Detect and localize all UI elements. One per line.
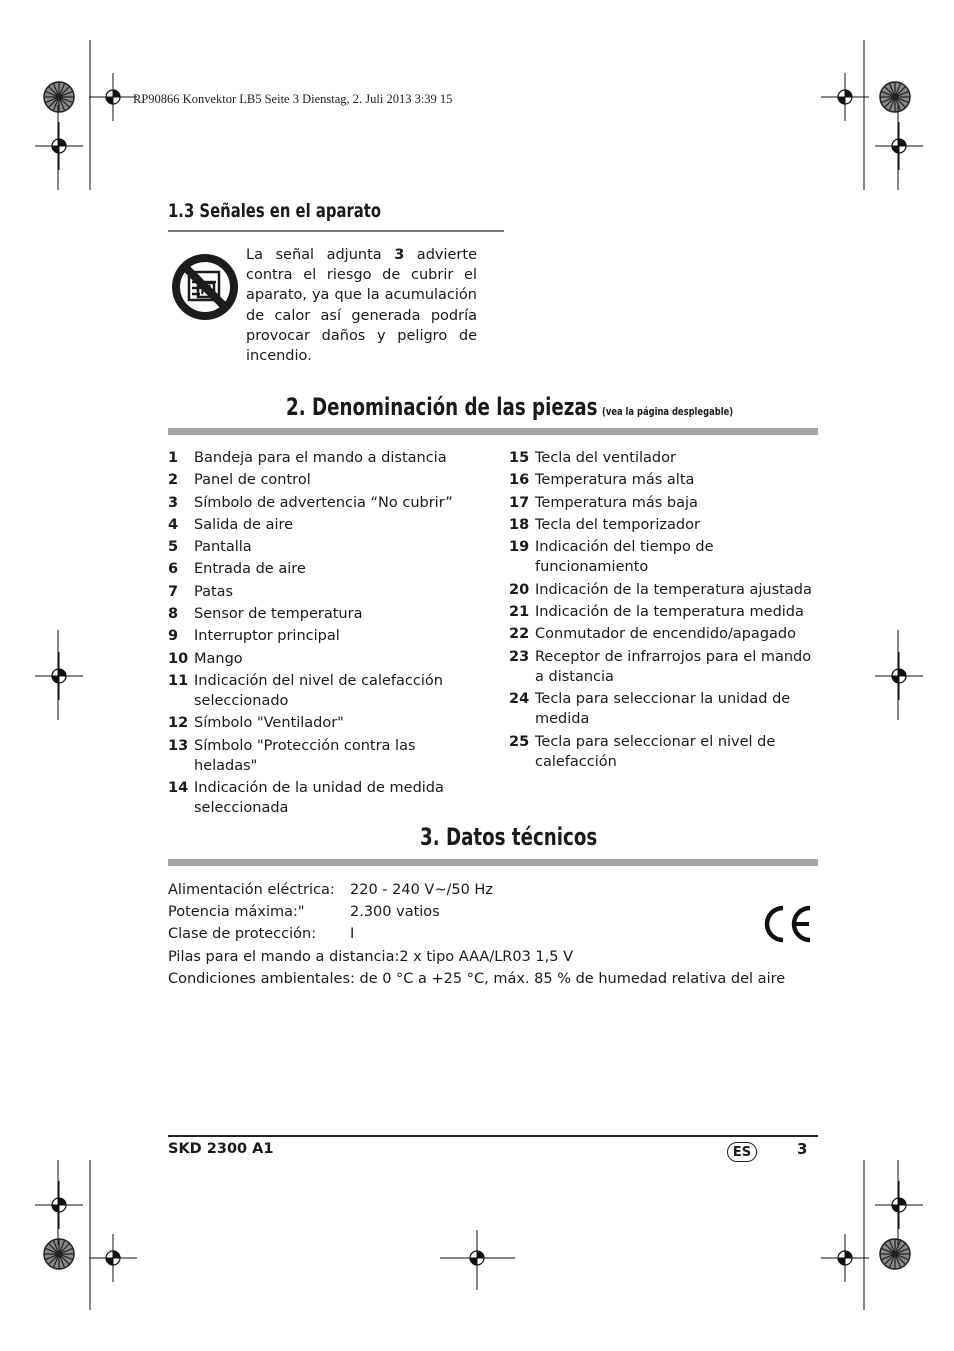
part-label: Salida de aire <box>194 516 294 533</box>
registration-burst-top-left <box>44 82 74 112</box>
part-number: 12 <box>168 715 189 732</box>
part-number: 6 <box>168 561 179 578</box>
part-label: Receptor de infrarrojos para el mando a distancia <box>535 648 812 685</box>
registration-burst-top-right <box>880 82 910 112</box>
spec-label: Clase de protección: <box>168 926 317 943</box>
part-label: Indicación del tiempo de funcionamiento <box>535 539 714 576</box>
section-2-heading: 2. Denominación de las piezas <box>286 393 598 421</box>
part-label: Patas <box>194 583 234 600</box>
part-number: 3 <box>168 494 179 511</box>
part-label: Panel de control <box>194 472 311 489</box>
part-number: 16 <box>509 472 530 489</box>
footer-model: SKD 2300 A1 <box>168 1141 274 1157</box>
page-number: 3 <box>797 1140 808 1158</box>
part-label: Entrada de aire <box>194 561 306 578</box>
part-label: Temperatura más alta <box>535 472 695 489</box>
part-number: 18 <box>509 516 530 533</box>
spec-label: Alimentación eléctrica: <box>168 882 335 898</box>
spec-line: Condiciones ambientales: de 0 °C a +25 °C, máx. 85 % de humedad relativa del aire <box>168 970 786 987</box>
part-number: 13 <box>168 737 189 754</box>
part-number: 21 <box>509 603 530 620</box>
part-label: Símbolo "Ventilador" <box>194 715 344 732</box>
part-number: 9 <box>168 628 179 645</box>
part-label: Tecla del temporizador <box>535 516 700 533</box>
part-number: 19 <box>509 539 530 556</box>
part-number: 5 <box>168 539 179 556</box>
warning-text: La señal adjunta 3 advierte contra el riesgo de cubrir el aparato, ya que la acumulación de calor así generada podría provocar daños y peligro de incendio. <box>246 247 477 365</box>
part-number: 10 <box>168 650 189 667</box>
part-label: Indicación de la temperatura ajustada <box>535 581 812 598</box>
part-number: 1 <box>168 450 179 466</box>
part-number: 14 <box>168 780 189 797</box>
language-badge: ES <box>727 1142 757 1162</box>
section-2-note: (vea la página desplegable) <box>602 405 734 418</box>
spec-value: 2.300 vatios <box>350 904 440 921</box>
part-label: Indicación de la temperatura medida <box>535 603 804 620</box>
section-3-title: 3. Datos técnicos <box>420 823 598 851</box>
part-label: Mango <box>194 650 243 667</box>
part-label: Bandeja para el mando a distancia <box>194 450 447 466</box>
part-label: Símbolo de advertencia “No cubrir” <box>194 494 453 511</box>
spec-value: I <box>350 926 355 943</box>
part-number: 11 <box>168 672 189 689</box>
spec-label: Potencia máxima:" <box>168 904 305 921</box>
spec-line: Pilas para el mando a distancia:2 x tipo AAA/LR03 1,5 V <box>168 948 574 965</box>
part-label: Conmutador de encendido/apagado <box>535 626 796 643</box>
print-header: RP90866 Konvektor LB5 Seite 3 Dienstag, 2. Juli 2013 3:39 15 <box>133 92 453 106</box>
registration-burst-bottom-right <box>880 1239 910 1269</box>
section-1-3-title: 1.3 Señales en el aparato <box>168 200 382 222</box>
part-label: Tecla para seleccionar la unidad de medida <box>535 691 791 728</box>
part-label: Indicación del nivel de calefacción seleccionado <box>194 672 443 710</box>
part-number: 20 <box>509 581 530 598</box>
part-number: 2 <box>168 472 179 489</box>
part-label: Tecla para seleccionar el nivel de calefacción <box>535 733 776 770</box>
part-number: 8 <box>168 606 179 623</box>
part-label: Interruptor principal <box>194 628 340 645</box>
part-number: 17 <box>509 494 530 511</box>
part-label: Tecla del ventilador <box>535 450 676 466</box>
part-number: 24 <box>509 691 530 708</box>
part-number: 25 <box>509 733 530 750</box>
part-number: 7 <box>168 583 179 600</box>
part-label: Temperatura más baja <box>535 494 698 511</box>
part-label: Pantalla <box>194 539 252 556</box>
registration-burst-bottom-left <box>44 1239 74 1269</box>
part-number: 22 <box>509 626 530 643</box>
spec-value: 220 - 240 V~/50 Hz <box>350 882 493 898</box>
part-label: Sensor de temperatura <box>194 606 363 623</box>
part-number: 4 <box>168 516 179 533</box>
part-label: Símbolo "Protección contra las heladas" <box>194 737 416 774</box>
part-number: 15 <box>509 450 530 466</box>
part-number: 23 <box>509 648 530 665</box>
part-label: Indicación de la unidad de medida seleccionada <box>194 780 444 817</box>
